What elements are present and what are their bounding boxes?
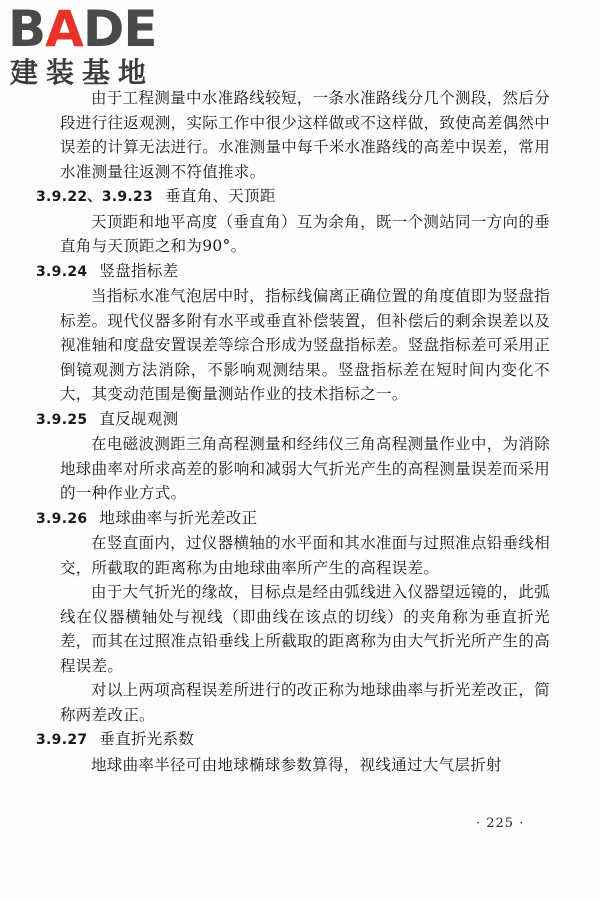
section-heading-3-9-24 [36, 259, 550, 285]
section-heading-3-9-27 [36, 727, 550, 753]
section-paragraph: 由于大气折光的缘故，目标点是经由弧线进入仪器望远镜的，此弧线在仪器横轴处与视线（即曲线在该点的切线）的夹角称为垂直折光差，而其在过照准点铅垂线上所截取的距离称为由大气折光所产生的高程误差。 [60, 583, 550, 675]
section-number: 3.9.25 [36, 411, 88, 428]
intro-paragraph: 由于工程测量中水准路线较短，一条水准路线分几个测段，然后分段进行往返观测，实际工作中很少这样做或不这样做，致使高差偶然中误差的计算无法进行。水准测量中每千米水准路线的高差中误差，常用水准测量往返测不符值推求。 [60, 89, 550, 181]
bade-logo [8, 0, 178, 90]
page-content [36, 86, 550, 777]
section-title: 垂直折光系数 [99, 730, 195, 748]
logo-wordmark: BADE [8, 0, 157, 58]
section-title: 垂直角、天顶距 [165, 187, 276, 205]
section-heading-3-9-26 [36, 506, 550, 532]
section-number: 3.9.27 [36, 732, 88, 748]
section-paragraph: 在电磁波测距三角高程测量和经纬仪三角高程测量作业中，为消除地球曲率对所求高差的影响和减弱大气折光产生的高程测量误差而采用的一种作业方式。 [60, 435, 550, 502]
section-number: 3.9.24 [36, 263, 88, 280]
section-paragraph: 天顶距和地平高度（垂直角）互为余角，既一个测站同一方向的垂直角与天顶距之和为90°。 [60, 212, 550, 255]
page-number: · 225 · [476, 816, 525, 831]
section-paragraph: 对以上两项高程误差所进行的改正称为地球曲率与折光差改正，简称两差改正。 [60, 681, 550, 724]
section-paragraph: 当指标水准气泡居中时，指标线偏离正确位置的角度值即为竖盘指标差。现代仪器多附有水平或垂直补偿装置，但补偿后的剩余误差以及视准轴和度盘安置误差等综合形成为竖盘指标差。竖盘指标差可采用正倒镜观测方法消除，不影响观测结果。竖盘指标差在短时间内变化不大，其变动范围是衡量测站作业的技术指标之一。 [60, 287, 550, 403]
section-number: 3.9.22、3.9.23 [36, 189, 154, 205]
section-number: 3.9.26 [36, 510, 88, 527]
section-heading-3-9-25 [36, 407, 550, 433]
section-paragraph: 地球曲率半径可由地球椭球参数算得，视线通过大气层折射 [91, 755, 502, 774]
section-title: 直反觇观测 [99, 409, 179, 428]
logo-subtitle: 建装基地 [10, 56, 155, 89]
section-paragraph: 在竖直面内，过仪器横轴的水平面和其水准面与过照准点铅垂线相交，所截取的距离称为由地球曲率所产生的高程误差。 [60, 534, 550, 577]
section-title: 地球曲率与折光差改正 [99, 508, 258, 527]
section-title: 竖盘指标差 [99, 261, 179, 280]
section-heading-3-9-22 [36, 184, 550, 210]
